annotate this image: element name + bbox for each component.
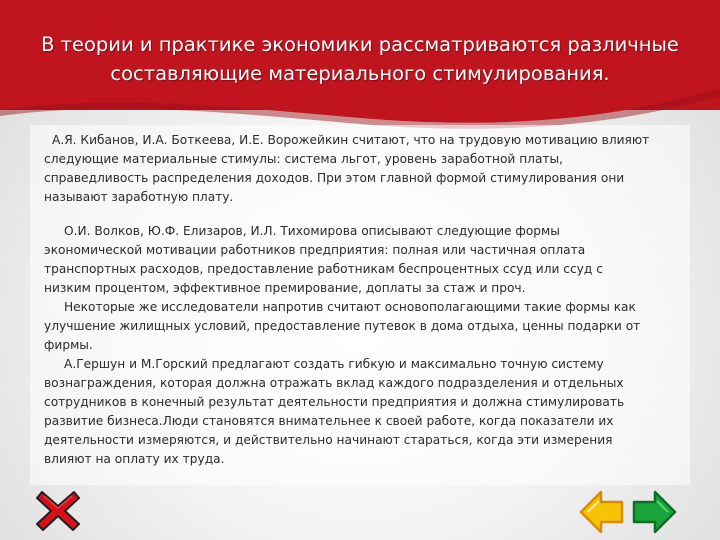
close-button[interactable] <box>36 490 80 532</box>
slide-body <box>44 131 684 469</box>
text-line: называют заработную плату. <box>44 190 234 204</box>
arrow-left-icon <box>581 492 622 532</box>
text-line: А.Гершун и М.Горский предлагают создать гибкую и максимально точную систему <box>64 357 604 371</box>
text-line: улучшение жилищных условий, предоставление путевок в дома отдыха, ценны подарки от <box>44 319 641 333</box>
close-x-icon <box>37 492 79 530</box>
text-line: вознаграждения, которая должна отражать вклад каждого подразделения и отдельных <box>44 376 624 390</box>
text-line: транспортных расходов, предоставление работникам беспроцентных ссуд или ссуд с <box>44 262 603 276</box>
text-line: следующие материальные стимулы: система льгот, уровень заработной платы, <box>44 152 564 166</box>
text-line: влияют на оплату их труда. <box>44 452 225 466</box>
paragraph-volkov <box>44 222 684 469</box>
arrow-right-icon <box>634 492 675 532</box>
text-line: Некоторые же исследователи напротив считают основополагающими такие формы как <box>64 300 636 314</box>
text-line: справедливость распределения доходов. При этом главной формой стимулирования они <box>44 171 625 185</box>
back-button[interactable] <box>578 488 626 536</box>
slide-title-line: В теории и практике экономики рассматриваются различные <box>41 33 679 56</box>
text-line: экономической мотивации работников предприятия: полная или частичная оплата <box>44 243 586 257</box>
text-line: фирмы. <box>44 338 93 352</box>
paragraph-kibanov <box>44 131 684 207</box>
forward-button[interactable] <box>630 488 678 536</box>
slide-title-line: составляющие материального стимулирования. <box>110 62 610 85</box>
text-line: деятельности измеряются, и действительно начинают стараться, когда эти измерения <box>44 433 613 447</box>
text-line: О.И. Волков, Ю.Ф. Елизаров, И.Л. Тихомирова описывают следующие формы <box>64 224 560 238</box>
slide-title <box>20 30 700 88</box>
text-line: развитие бизнеса.Люди становятся внимательнее к своей работе, когда показатели их <box>44 414 614 428</box>
text-line: А.Я. Кибанов, И.А. Боткеева, И.Е. Ворожейкин считают, что на трудовую мотивацию влияют <box>52 133 650 147</box>
text-line: низким процентом, эффективное премирование, доплаты за стаж и проч. <box>44 281 526 295</box>
text-line: сотрудников в конечный результат деятельности предприятия и должна стимулировать <box>44 395 625 409</box>
